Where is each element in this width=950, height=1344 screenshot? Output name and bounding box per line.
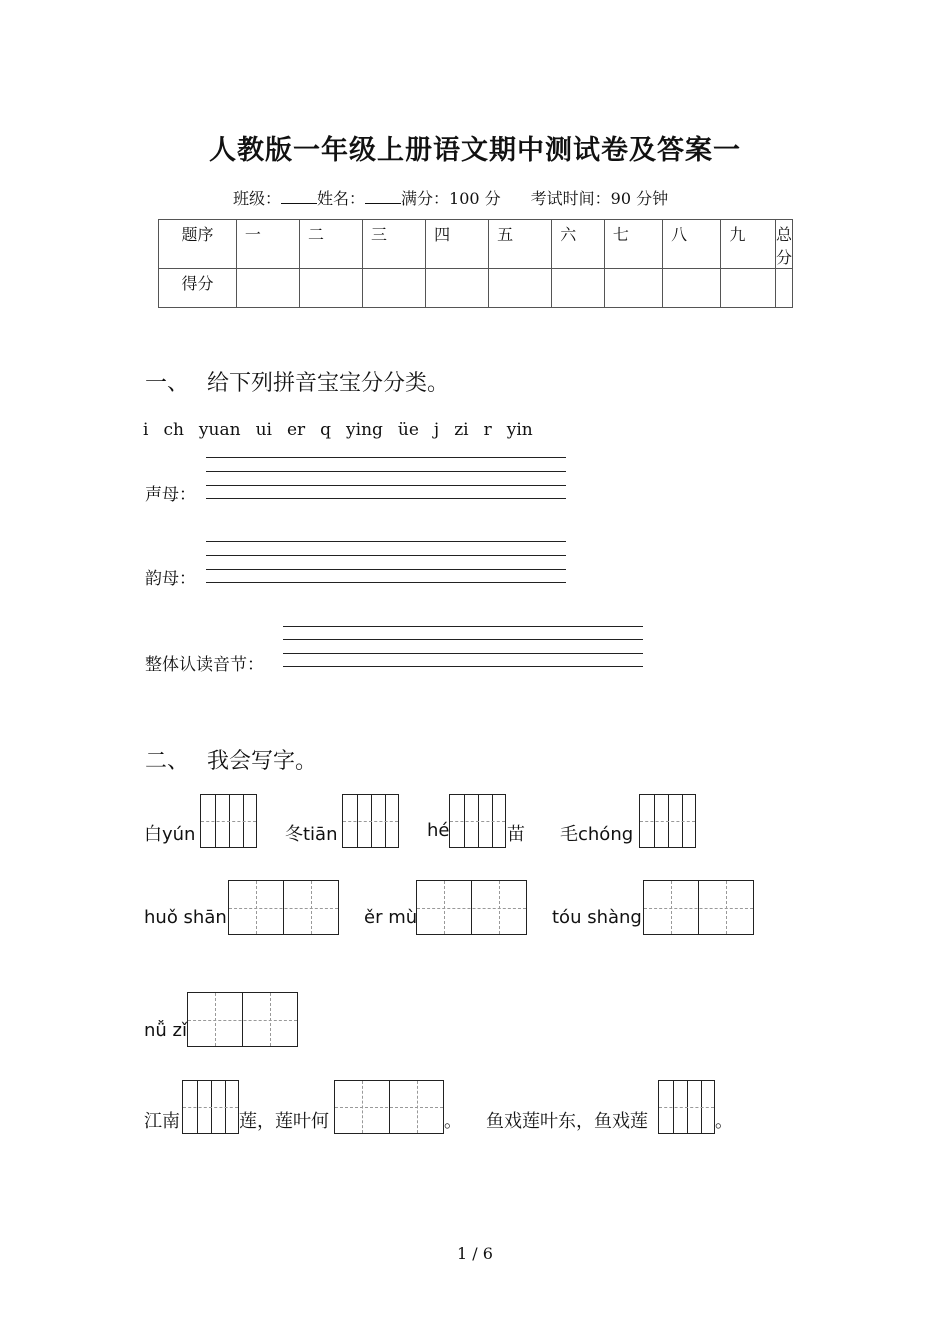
label-finals: 韵母： [145,569,196,589]
pinyin-item: ying [346,420,383,440]
score-cell[interactable] [363,269,426,308]
writing-line[interactable] [206,471,566,472]
table-cell: 九 [721,220,776,269]
table-cell: 总分 [775,220,792,269]
writing-line[interactable] [206,541,566,542]
section-title: 给下列拼音宝宝分分类。 [207,371,450,396]
table-cell: 二 [299,220,362,269]
pinyin-item: yin [506,420,533,440]
writing-box[interactable] [182,1080,239,1134]
prompt-text: 江南 [144,1111,180,1132]
score-table-score-row [159,269,793,308]
section-1-heading [145,366,449,397]
full-score: 满分：100 分 [401,189,501,208]
exam-info [233,186,668,209]
pinyin-item: j [433,420,440,440]
score-cell[interactable] [489,269,552,308]
writing-box[interactable] [449,794,506,848]
table-cell: 得分 [159,269,237,308]
pinyin-item: yuan [198,420,241,440]
writing-box[interactable] [228,880,339,935]
table-cell: 七 [604,220,662,269]
writing-line[interactable] [283,653,643,654]
pinyin-item: i [143,420,149,440]
table-cell: 题序 [159,220,237,269]
writing-line[interactable] [206,569,566,570]
score-cell[interactable] [426,269,489,308]
page-title: 人教版一年级上册语文期中测试卷及答案一 [209,135,741,166]
prompt-text: 鱼戏莲叶东，鱼戏莲 [486,1111,648,1132]
pinyin-item: er [286,420,306,440]
score-table [158,219,793,308]
writing-line[interactable] [283,666,643,667]
score-cell[interactable] [775,269,792,308]
page-number: 1 / 6 [457,1244,493,1263]
writing-line[interactable] [206,582,566,583]
prompt-text: 莲，莲叶何 [239,1111,329,1132]
writing-line[interactable] [206,555,566,556]
table-cell: 六 [552,220,605,269]
prompt-text: huǒ shān [144,907,227,928]
pinyin-item: üe [397,420,419,440]
writing-line[interactable] [283,626,643,627]
section-number: 二、 [145,749,190,774]
prompt-text: 。 [444,1111,462,1132]
prompt-text: 。 [715,1111,733,1132]
label-whole-syllables: 整体认读音节： [145,655,264,675]
prompt-text: 苗 [507,824,525,845]
pinyin-item: r [483,420,492,440]
writing-box[interactable] [658,1080,715,1134]
writing-box[interactable] [200,794,257,848]
table-cell: 五 [489,220,552,269]
pinyin-item: ui [255,420,272,440]
prompt-text: 毛chóng [560,824,634,845]
label-initials: 声母： [145,485,196,505]
table-cell: 八 [663,220,721,269]
section-title: 我会写字。 [207,749,318,774]
score-cell[interactable] [721,269,776,308]
table-cell: 一 [236,220,299,269]
writing-line[interactable] [206,485,566,486]
writing-box[interactable] [342,794,399,848]
class-blank [281,189,317,204]
prompt-text: 冬tiān [285,824,338,845]
prompt-text: nǚ zǐ [144,1020,187,1041]
score-cell[interactable] [604,269,662,308]
section-2-heading [145,744,317,775]
writing-box[interactable] [639,794,696,848]
score-cell[interactable] [236,269,299,308]
score-cell[interactable] [663,269,721,308]
writing-box[interactable] [643,880,754,935]
writing-line[interactable] [206,498,566,499]
table-cell: 四 [426,220,489,269]
section-number: 一、 [145,371,190,396]
writing-box[interactable] [416,880,527,935]
score-cell[interactable] [299,269,362,308]
pinyin-item: ch [163,420,184,440]
writing-box[interactable] [187,992,298,1047]
score-table-header-row [159,220,793,269]
pinyin-item: q [320,420,332,440]
table-cell: 三 [363,220,426,269]
class-label: 班级： [233,189,282,208]
writing-line[interactable] [283,639,643,640]
prompt-text: tóu shàng [552,907,642,928]
writing-line[interactable] [206,457,566,458]
prompt-text: hé [427,820,450,841]
pinyin-item: zi [454,420,469,440]
exam-time: 考试时间：90 分钟 [530,189,669,208]
prompt-text: ěr mù [364,907,418,928]
prompt-text: 白yún [144,824,196,845]
writing-box[interactable] [334,1080,444,1134]
score-cell[interactable] [552,269,605,308]
pinyin-list [143,420,548,440]
name-label: 姓名： [317,189,366,208]
name-blank [365,189,401,204]
